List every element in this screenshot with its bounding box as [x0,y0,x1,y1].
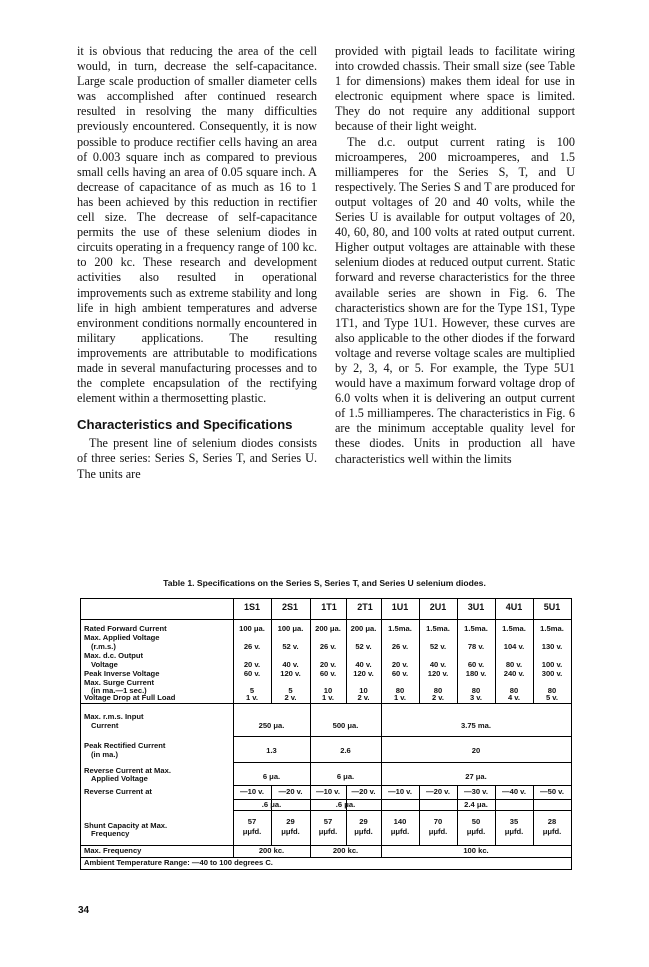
section-heading: Characteristics and Specifications [77,417,293,433]
table-cell: 2.6 [340,746,351,755]
table-caption: Table 1. Specifications on the Series S, Series T, and Series U selenium diodes. [163,578,486,588]
table-cell: 200 kc. [258,846,285,855]
table-cell: 10 [323,686,333,695]
page-number: 34 [78,905,90,916]
table-cell: 80 [547,686,557,695]
column-header: 1U1 [391,602,409,612]
table-cell: 50 [471,817,481,826]
table-cell: 60 v. [467,660,485,669]
row-label: Shunt Capacity at Max. [84,821,168,830]
table-cell: 40 v. [355,660,372,669]
table-cell: μμfd. [318,827,338,836]
table-cell: 5 v. [545,693,559,702]
table-cell: 2 v. [357,693,370,702]
table-cell: 100 v. [541,660,563,669]
table-cell: —30 v. [464,787,488,796]
table-cell: 100 μa. [239,624,265,633]
table-cell: μμfd. [242,827,262,836]
row-label: Max. Applied Voltage [84,633,160,642]
table-cell: —10 v. [240,787,264,796]
table-cell: 120 v. [427,669,449,678]
table-cell: 1.5ma. [426,624,450,633]
left-paragraph-2: The present line of selenium diodes consists of three series: Series S, Series T, and Series U. The units are [77,436,317,481]
row-label: Max. r.m.s. Input [84,712,144,721]
table-cell: 100 kc. [463,846,489,855]
table-cell: 300 v. [541,669,563,678]
table-cell: 240 v. [503,669,525,678]
column-header: 2T1 [357,602,373,612]
column-header: 1S1 [243,602,260,612]
table-cell: 28 [547,817,557,826]
table-cell: 57 [247,817,257,826]
column-header: 1T1 [321,602,337,612]
table-cell: 1 v. [321,693,335,702]
table-cell: 1 v. [393,693,407,702]
row-label: (in ma.) [91,750,119,759]
table-cell: 10 [359,686,368,695]
right-paragraph-1: provided with pigtail leads to facilitate wiring into crowded chassis. Their small size (see Table 1 for dimensions) makes them ideal for use in electronic equipment where space is limited. They do not require any additional support because of their light weight. [335,44,575,134]
table-cell: 2.4 μa. [464,800,488,809]
spec-table [80,598,572,870]
table-cell: 4 v. [507,693,521,702]
table-cell: 80 [471,686,481,695]
table-cell: 52 v. [355,642,372,651]
row-label: Rated Forward Current [84,624,167,633]
table-cell: 1.5ma. [540,624,564,633]
table-cell: 140 [393,817,407,826]
table-cell: 52 v. [282,642,299,651]
column-header: 5U1 [543,602,561,612]
table-cell: 29 [359,817,368,826]
table-cell: 35 [509,817,519,826]
table-cell: 250 μa. [258,721,285,730]
table-cell: 1.5ma. [388,624,412,633]
table-cell: 2 v. [284,693,297,702]
table-cell: 1.3 [266,746,277,755]
right-text-column [335,44,575,467]
row-label: Reverse Current at [84,787,152,796]
column-header: 4U1 [505,602,523,612]
table-cell: μμfd. [504,827,524,836]
table-cell: .6 μa. [335,800,356,809]
table-cell: 20 [471,746,481,755]
row-label: Frequency [91,829,130,838]
table-cell: 60 v. [391,669,409,678]
table-cell: μμfd. [542,827,562,836]
row-label: Peak Inverse Voltage [84,669,160,678]
table-cell: μμfd. [390,827,410,836]
table-cell: 200 μa. [350,624,377,633]
row-label: Peak Rectified Current [84,741,166,750]
table-cell: —10 v. [388,787,412,796]
table-cell: —20 v. [278,787,303,796]
row-label: Voltage [91,660,118,669]
table-cell: 20 v. [391,660,409,669]
row-label: Max. d.c. Output [84,651,144,660]
table-cell: 120 v. [353,669,374,678]
table-cell: 2 v. [431,693,445,702]
table-cell: 80 v. [505,660,523,669]
table-cell: 27 μa. [465,772,487,781]
row-label: Reverse Current at Max. [84,766,171,775]
table-cell: 180 v. [465,669,487,678]
row-label: Voltage Drop at Full Load [84,693,176,702]
column-header: 2S1 [281,602,298,612]
table-cell: 6 μa. [336,772,355,781]
table-cell: μμfd. [428,827,448,836]
table-cell: 26 v. [319,642,337,651]
table-cell: 26 v. [391,642,409,651]
row-label: Current [91,721,119,730]
table-cell: 60 v. [243,669,261,678]
row-label: Applied Voltage [91,774,148,783]
table-cell: 40 v. [282,660,299,669]
ambient-temperature: Ambient Temperature Range: —40 to 100 degrees C. [84,858,273,867]
table-cell: 1.5ma. [464,624,488,633]
table-cell: 78 v. [467,642,485,651]
table-cell: μμfd. [466,827,486,836]
right-paragraph-2: The d.c. output current rating is 100 microamperes, 200 microamperes, and 1.5 milliamperes for the Series S, T, and U respectively. The Series S and T are produced for output voltages of 20 and 40 volts, while the Series U is available for output voltages of 20, 40, 60, 80, and 100 volts at rated output current. Higher output voltages are attainable with these selenium diodes at reduced output current. Static forward and reverse characteristics for the three available series are shown in Fig. 6. The characteristics shown are for the Type 1S1, Type 1T1, and Type 1U1. However, these curves are also applicable to the other diodes if the forward voltage and reverse voltage scales are multiplied by 2, 3, 4, or 5. For example, the Type 5U1 would have a maximum forward voltage drop of 6.0 volts when it is delivering an output current of 1.5 milliamperes. The characteristics in Fig. 6 are the minimum acceptable quality level for these diodes. Units in production all have characteristics well within the limits [335,134,575,466]
column-header: 3U1 [467,602,485,612]
table-cell: 1.5ma. [502,624,526,633]
table-cell: 80 [433,686,443,695]
table-cell: .6 μa. [261,800,282,809]
table-cell: 3 v. [469,693,483,702]
table-cell: 5 [288,686,293,695]
table-cell: 1 v. [245,693,259,702]
table-cell: 100 μa. [277,624,304,633]
table-cell: —20 v. [351,787,376,796]
table-cell: —40 v. [502,787,526,796]
table-cell: 500 μa. [332,721,359,730]
table-cell: 57 [323,817,333,826]
table-cell: 20 v. [243,660,261,669]
table-cell: 5 [249,686,255,695]
left-paragraph-1: it is obvious that reducing the area of the cell would, in turn, decrease the self-capacitance. Large scale production of smaller diameter cells was accomplished after continued research resulted in resolving the many difficulties previously encountered. Consequently, it is now possible to produce rectifier cells having an area of 0.003 square inch as compared to previous small cells having an area of 0.05 square inch. A decrease of capacitance of as much as 16 to 1 has been achieved by this reduction in rectifier cell size. The decrease of self-capacitance permits the use of these selenium diodes in circuits operating in a frequency range of 100 kc. to 200 kc. These research and development activities also resulted in operational improvements such as extreme stability and long life in high ambient temperatures and adverse environment conditions normally encountered in military applications. The resulting improvements are attributable to modifications made in several manufacturing processes and to the complete encapsulation of the rectifying element within a thermosetting plastic. [77,44,317,406]
table-cell: 80 [395,686,405,695]
table-cell: 29 [286,817,295,826]
table-cell: 3.75 ma. [461,721,491,730]
table-cell: 40 v. [429,660,447,669]
table-cell: 52 v. [429,642,447,651]
table-cell: —10 v. [316,787,340,796]
table-cell: μμfd. [354,827,373,836]
column-header: 2U1 [429,602,447,612]
row-label: Max. Frequency [84,846,142,855]
row-label: (r.m.s.) [91,642,116,651]
row-label: Max. Surge Current [84,678,155,687]
table-cell: —50 v. [540,787,564,796]
table-cell: 104 v. [503,642,525,651]
table-cell: 120 v. [280,669,301,678]
table-cell: 200 μa. [315,624,341,633]
table-cell: 80 [509,686,519,695]
table-cell: 26 v. [243,642,261,651]
table-cell: μμfd. [281,827,300,836]
table-cell: 70 [433,817,443,826]
table-cell: 6 μa. [262,772,281,781]
table-cell: 200 kc. [332,846,359,855]
row-label: (in ma.—1 sec.) [91,686,147,695]
table-cell: 60 v. [319,669,337,678]
table-cell: 130 v. [541,642,563,651]
left-text-column [77,44,317,482]
table-cell: —20 v. [426,787,450,796]
table-cell: 20 v. [319,660,337,669]
